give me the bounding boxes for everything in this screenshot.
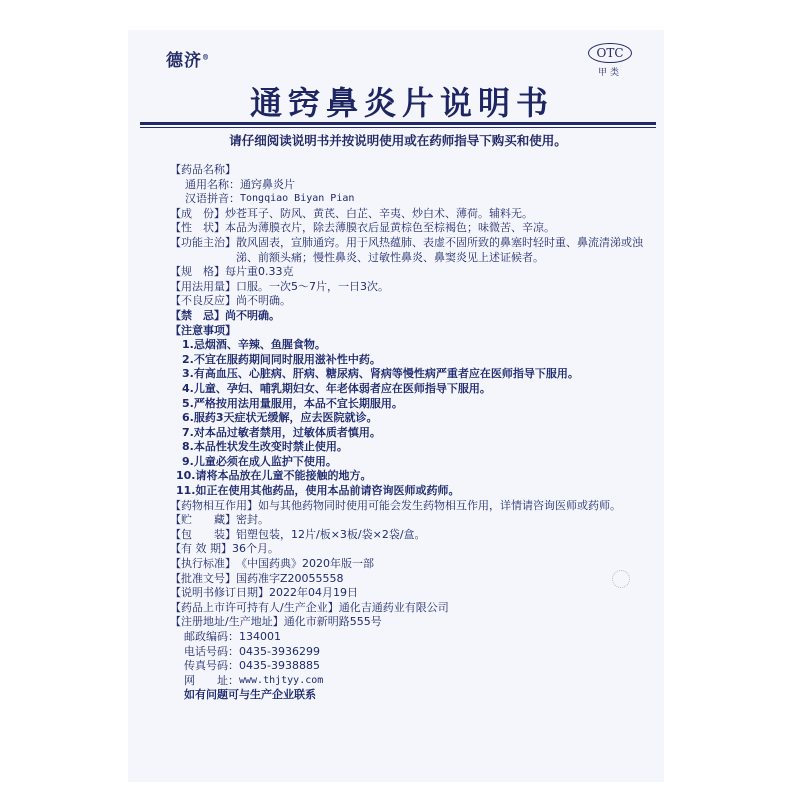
properties-row: 【性 状】 本品为薄膜衣片，除去薄膜衣后显黄棕色至棕褐色；味微苦、辛凉。 [170, 221, 555, 235]
adverse-row: 【不良反应】 尚不明确。 [170, 294, 291, 308]
contraindications-row: 【禁 忌】 尚不明确。 [170, 308, 280, 322]
precaution-item: 9.儿童必须在成人监护下使用。 [182, 454, 337, 468]
address-row: 【注册地址/生产地址】 通化市新明路555号 [170, 615, 382, 629]
interactions-row: 【药物相互作用】 如与其他药物同时使用可能会发生药物相互作用，详情请咨询医师或药师。 [170, 498, 621, 512]
ingredients-row: 【成 份】 炒苍耳子、防风、黄芪、白芷、辛夷、炒白术、薄荷。辅料无。 [170, 206, 533, 220]
specification-row: 【规 格】 每片重0.33克 [170, 265, 294, 279]
generic-name: 通窍鼻炎片 [240, 177, 295, 191]
footer-contact-note: 如有问题可与生产企业联系 [184, 688, 316, 702]
registered-mark: ® [202, 52, 210, 62]
fax-row: 传真号码： 0435-3938885 [184, 659, 320, 673]
otc-marker [586, 42, 634, 78]
storage-row: 【贮 藏】 密封。 [170, 513, 269, 527]
otc-category: 甲类 [597, 68, 622, 78]
precaution-item: 8.本品性状发生改变时禁止使用。 [182, 440, 348, 454]
approval-row: 【批准文号】 国药准字Z20055558 [170, 571, 344, 585]
pinyin-name: Tongqiao Biyan Pian [240, 193, 355, 205]
dosage-row: 【用法用量】 口服。一次5～7片，一日3次。 [170, 279, 389, 293]
postal-row: 邮政编码： 134001 [184, 630, 281, 643]
brand-logo [166, 46, 210, 71]
packaging-row: 【包 装】 铝塑包装，12片/板×3板/袋×2袋/盒。 [170, 527, 426, 541]
website-link: www.thjtyy.com [239, 674, 324, 686]
page-title: 通窍鼻炎片说明书 [249, 84, 554, 122]
usage-notice: 请仔细阅读说明书并按说明使用或在药师指导下购买和使用。 [229, 133, 567, 148]
leaflet-body [170, 163, 646, 703]
indications-row: 【功能主治】 散风固表，宣肺通窍。用于风热蕴肺、表虚不固所致的鼻塞时轻时重、鼻流清涕或浊涕、前额头痛；慢性鼻炎、过敏性鼻炎、鼻窦炎见上述证候者。 [170, 235, 643, 264]
otc-badge: OTC [588, 43, 631, 63]
precaution-item: 6.服药3天症状无缓解，应去医院就诊。 [182, 411, 378, 425]
precaution-item: 2.不宜在服药期间同时服用滋补性中药。 [182, 352, 381, 366]
precaution-item: 1.忌烟酒、辛辣、鱼腥食物。 [182, 338, 326, 352]
website-row: 网 址： www.thjtyy.com [170, 674, 646, 689]
drug-name-label: 【药品名称】 [170, 163, 236, 176]
precaution-item: 7.对本品过敏者禁用，过敏体质者慎用。 [182, 425, 381, 439]
precaution-item: 11.如正在使用其他药品，使用本品前请咨询医师或药师。 [176, 484, 460, 498]
pinyin-row: 汉语拼音： Tongqiao Biyan Pian [170, 192, 646, 207]
revision-row: 【说明书修订日期】 2022年04月19日 [170, 586, 358, 600]
precaution-item: 10.请将本品放在儿童不能接触的地方。 [176, 469, 372, 483]
phone-row: 电话号码： 0435-3936299 [184, 644, 320, 658]
faint-stamp-mark [612, 570, 630, 588]
generic-name-row: 通用名称： 通窍鼻炎片 [170, 178, 646, 193]
title-rule-thin [140, 127, 656, 128]
precaution-item: 4.儿童、孕妇、哺乳期妇女、年老体弱者应在医师指导下服用。 [182, 381, 491, 395]
title-rule-thick [140, 122, 656, 125]
validity-row: 【有 效 期】 36个月。 [170, 542, 279, 556]
holder-row: 【药品上市许可持有人/生产企业】 通化吉通药业有限公司 [170, 600, 449, 614]
brand-name: 德济 [166, 51, 202, 71]
precaution-item: 3.有高血压、心脏病、肝病、糖尿病、肾病等慢性病严重者应在医师指导下服用。 [182, 367, 579, 381]
precaution-item: 5.严格按用法用量服用，本品不宜长期服用。 [182, 396, 403, 410]
precautions-label: 【注意事项】 [170, 323, 236, 337]
standard-row: 【执行标准】 《中国药典》2020年版一部 [170, 557, 374, 571]
